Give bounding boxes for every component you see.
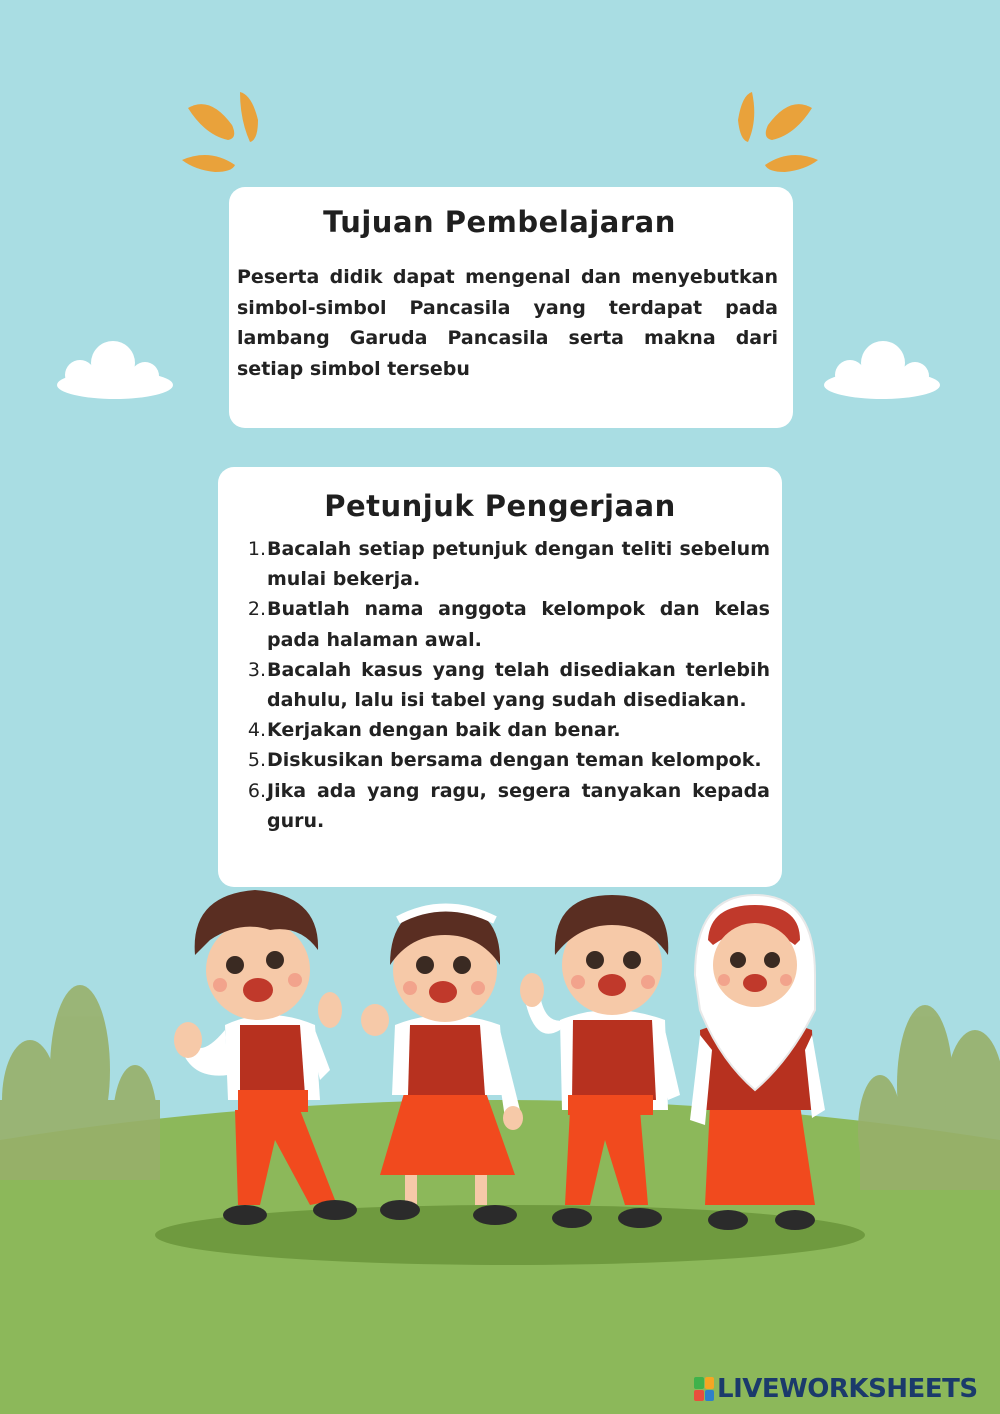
splash-right-icon [738, 92, 818, 172]
splash-left-icon [182, 92, 258, 172]
step-number: 3. [247, 658, 266, 681]
step-text: Bacalah kasus yang telah disediakan terlebih dahulu, lalu isi tabel yang sudah disediakan. [267, 658, 770, 712]
instructions-card [218, 467, 782, 887]
list-item [230, 776, 770, 836]
list-item [230, 715, 770, 745]
instructions-title: Petunjuk Pengerjaan [324, 489, 676, 523]
learning-goal-card [229, 187, 793, 428]
step-number: 5. [247, 749, 266, 772]
cloud-left-icon [57, 341, 173, 399]
learning-goal-text: Peserta didik dapat mengenal dan menyebutkan simbol-simbol Pancasila yang terdapat pada lambang Garuda Pancasila serta makna dari setiap simbol tersebu [237, 266, 778, 380]
cloud-right-icon [824, 341, 940, 399]
list-item [230, 594, 770, 654]
step-text: Kerjakan dengan baik dan benar. [267, 719, 621, 742]
step-text: Bacalah setiap petunjuk dengan teliti sebelum mulai bekerja. [267, 538, 770, 591]
student-girl-hijab [690, 895, 825, 1230]
step-number: 1. [247, 538, 266, 560]
instructions-list [230, 534, 770, 836]
step-number: 2. [247, 598, 266, 621]
liveworksheets-logo-text: LIVEWORKSHEETS [717, 1374, 978, 1404]
step-number: 4. [247, 719, 266, 742]
step-text: Jika ada yang ragu, segera tanyakan kepada guru. [267, 779, 770, 832]
list-item [230, 745, 770, 775]
step-text: Buatlah nama anggota kelompok dan kelas pada halaman awal. [267, 598, 770, 651]
step-text: Diskusikan bersama dengan teman kelompok. [267, 749, 762, 772]
learning-goal-title: Tujuan Pembelajaran [323, 205, 676, 239]
liveworksheets-logo-link[interactable] [694, 1375, 978, 1403]
list-item [230, 534, 770, 594]
step-number: 6. [247, 779, 266, 802]
bush-right-icon [858, 1005, 1000, 1190]
list-item [230, 655, 770, 715]
bush-left-icon [0, 985, 160, 1180]
liveworksheets-logo-icon [694, 1377, 714, 1401]
